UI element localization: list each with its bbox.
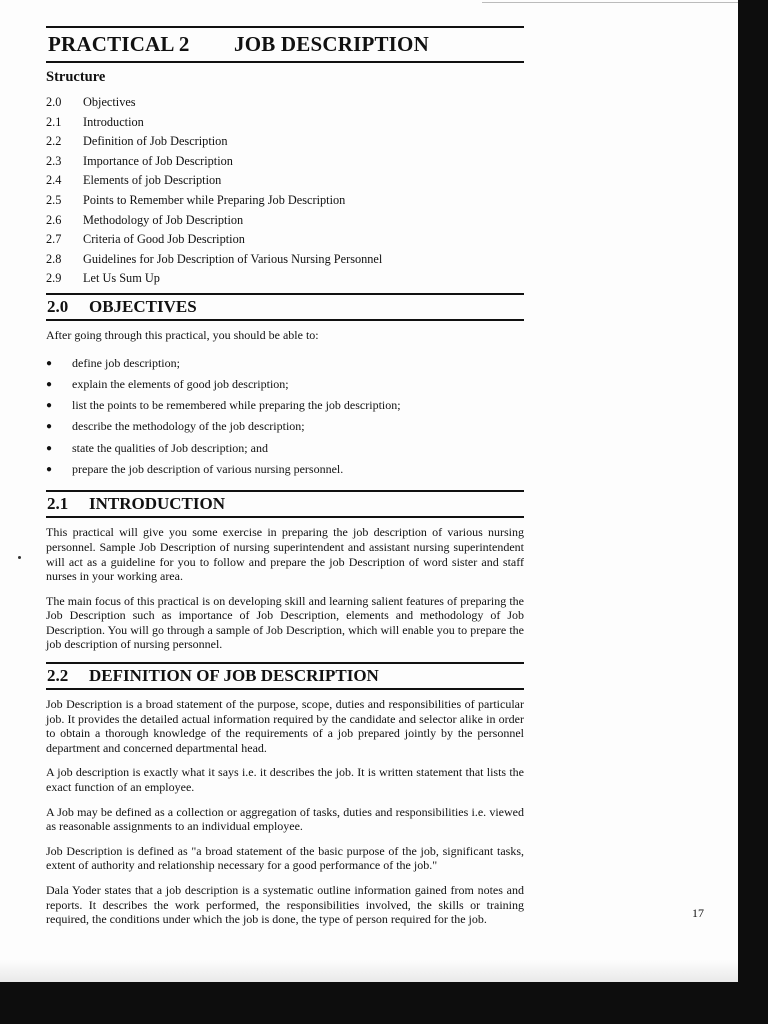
objective-item [46, 438, 524, 459]
bullet-icon: ● [46, 421, 53, 433]
structure-item-label: Let Us Sum Up [83, 271, 160, 286]
section-heading-introduction [46, 490, 524, 518]
bullet-icon: ● [46, 464, 53, 476]
section-heading-definition [46, 662, 524, 690]
structure-item [46, 113, 524, 133]
structure-item-number: 2.4 [46, 173, 62, 188]
structure-item-number: 2.6 [46, 212, 62, 227]
objective-text: define job description; [72, 355, 180, 370]
structure-item-label: Definition of Job Description [83, 134, 228, 149]
definition-body [46, 697, 524, 927]
section-number: 2.1 [47, 494, 69, 514]
practical-title: JOB DESCRIPTION [234, 32, 429, 56]
structure-item [46, 269, 524, 289]
structure-item [46, 152, 524, 172]
structure-item-label: Objectives [83, 95, 136, 109]
page-header [46, 26, 524, 63]
paragraph: The main focus of this practical is on developing skill and learning salient features of preparing the Job Description such as importance of Job Description, elements and methodology of Job Description. You will go through a sample of Job Description, which will enable you to prepare the job description of nursing personnel. [46, 593, 524, 652]
structure-item-number: 2.2 [46, 134, 62, 149]
structure-item-label: Introduction [83, 114, 144, 129]
structure-item [46, 211, 524, 231]
scan-right-border [738, 0, 768, 1024]
bullet-icon: ● [46, 378, 53, 390]
objective-item [46, 416, 524, 437]
bullet-icon: ● [46, 357, 53, 369]
paragraph: This practical will give you some exercise in preparing the job description of various nursing personnel. Sample Job Description of nursing superintendent and assistant nursing superintendent will act as a guideline for you to follow and prepare the job Description of word sister and staff nurses in your working area. [46, 525, 524, 584]
structure-item-number: 2.5 [46, 192, 62, 207]
objective-item [46, 395, 524, 416]
objectives-intro: After going through this practical, you should be able to: [46, 327, 319, 342]
structure-item-number: 2.3 [46, 153, 62, 168]
section-title: INTRODUCTION [89, 494, 226, 514]
objective-text: state the qualities of Job description; and [72, 440, 268, 455]
structure-item-label: Criteria of Good Job Description [83, 232, 245, 247]
paragraph: A job description is exactly what it says i.e. it describes the job. It is written statement that lists the exact function of an employee. [46, 765, 524, 795]
paragraph: Job Description is a broad statement of the purpose, scope, duties and responsibilities of particular job. It provides the detailed actual information required by the candidate and selector alike in order to obtain a thorough knowledge of the requirements of a job prepared jointly by the personnel department and concerned departmental head. [46, 697, 524, 755]
section-number: 2.0 [47, 296, 69, 316]
section-title: DEFINITION OF JOB DESCRIPTION [89, 666, 379, 686]
scan-shadow [0, 960, 740, 982]
objective-item [46, 459, 524, 480]
page-title [48, 32, 524, 57]
structure-item [46, 171, 524, 191]
structure-item-number: 2.0 [46, 95, 62, 109]
objective-text: describe the methodology of the job description; [72, 419, 305, 434]
bullet-icon: ● [46, 442, 53, 454]
section-title: OBJECTIVES [89, 296, 197, 316]
structure-item [46, 230, 524, 250]
paragraph: Job Description is defined as "a broad statement of the basic purpose of the job, significant tasks, extent of authority and relationship necessary for a good performance of the job." [46, 843, 524, 873]
section-number: 2.2 [47, 666, 69, 686]
structure-item-label: Guidelines for Job Description of Various Nursing Personnel [83, 251, 383, 266]
scan-speck [18, 556, 21, 559]
objective-text: prepare the job description of various nursing personnel. [72, 462, 344, 477]
page-number: 17 [692, 906, 704, 920]
structure-item-label: Points to Remember while Preparing Job Description [83, 192, 346, 207]
practical-number: PRACTICAL 2 [48, 32, 190, 56]
scan-bottom-border [0, 982, 768, 1024]
structure-item-number: 2.1 [46, 114, 62, 129]
objective-text: list the points to be remembered while preparing the job description; [72, 398, 401, 413]
paragraph: A Job may be defined as a collection or aggregation of tasks, duties and responsibilities i.e. viewed as reasonable assignments to an individual employee. [46, 804, 524, 834]
structure-item-label: Methodology of Job Description [83, 212, 244, 227]
structure-item-number: 2.9 [46, 271, 62, 286]
objective-item [46, 353, 524, 374]
structure-list [46, 93, 524, 289]
objective-item [46, 374, 524, 395]
objectives-list [46, 353, 524, 481]
structure-item-number: 2.8 [46, 251, 62, 266]
structure-item-label: Importance of Job Description [83, 153, 233, 168]
structure-item [46, 250, 524, 270]
structure-item [46, 132, 524, 152]
structure-item [46, 93, 524, 113]
structure-item [46, 191, 524, 211]
structure-heading: Structure [46, 69, 106, 85]
paragraph: Dala Yoder states that a job description is a systematic outline information gained from notes and reports. It describes the work performed, the responsibilities involved, the skills or training required, the conditions under which the job is done, the type of person required for the job. [46, 883, 524, 927]
content-column [46, 26, 524, 937]
structure-item-label: Elements of job Description [83, 173, 222, 188]
bullet-icon: ● [46, 400, 53, 412]
scan-top-rule [482, 2, 738, 3]
section-heading-objectives [46, 293, 524, 321]
objective-text: explain the elements of good job description; [72, 376, 289, 391]
introduction-body [46, 525, 524, 652]
structure-item-number: 2.7 [46, 232, 62, 247]
